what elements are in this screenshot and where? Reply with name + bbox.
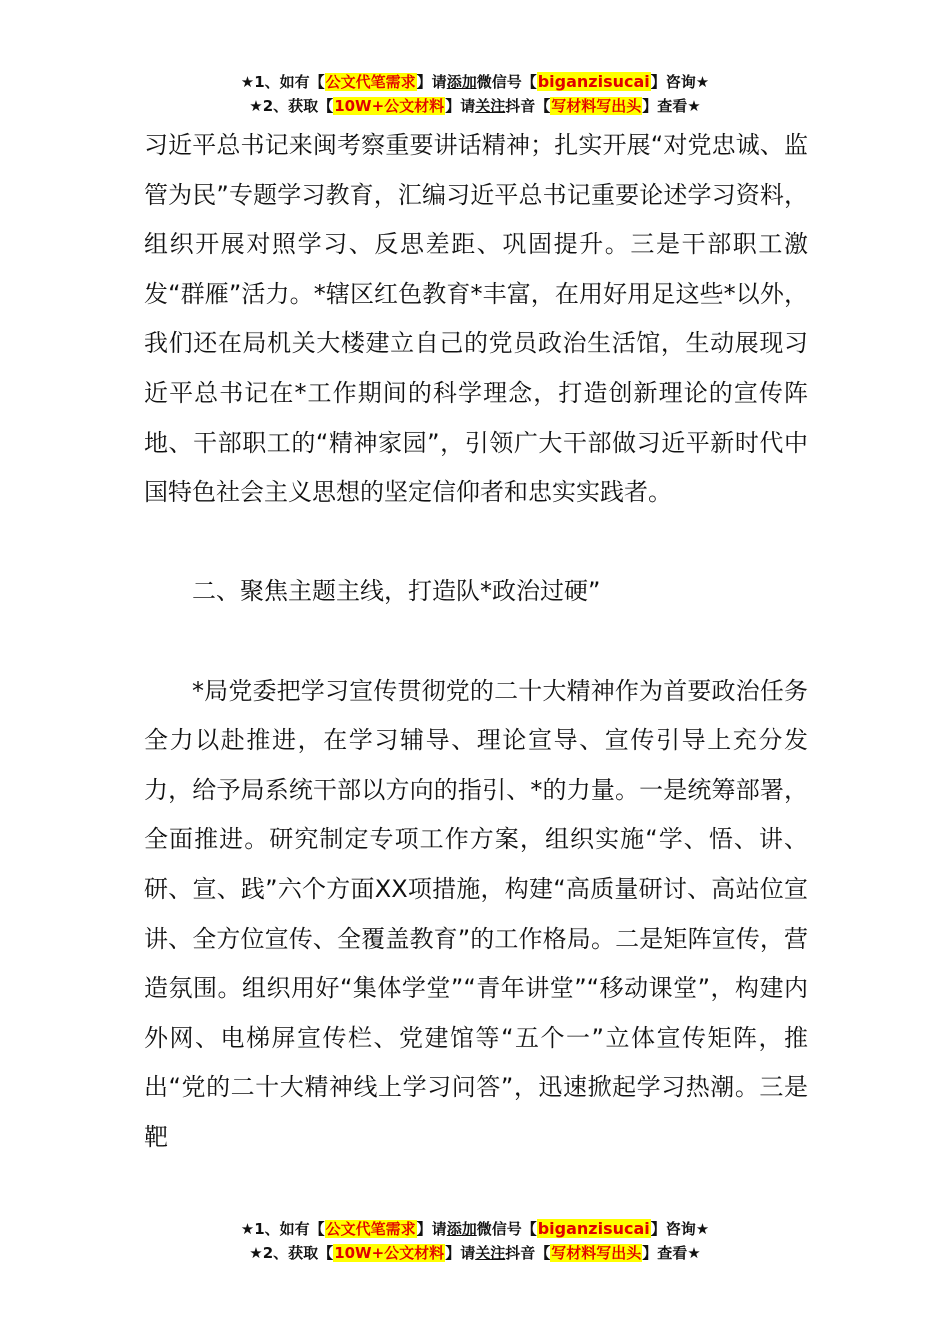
header-banner <box>0 70 950 118</box>
banner-text: 微信号【 <box>476 1220 537 1238</box>
banner-line-1 <box>0 70 950 94</box>
banner-highlight-materials: 10W+公文材料 <box>334 1244 445 1262</box>
banner-highlight-douyin: 写材料写出头 <box>551 1244 642 1262</box>
banner-text: ★2、获取【 <box>249 97 334 115</box>
banner-text: 】查看★ <box>642 1244 701 1262</box>
body-paragraph-2: *局党委把学习宣传贯彻党的二十大精神作为首要政治任务全力以赴推进，在学习辅导、理论宣导、宣传引导上充分发力，给予局系统干部以方向的指引、*的力量。一是统筹部署，全面推进。研究制定专项工作方案，组织实施“学、悟、讲、研、宣、践”六个方面XX项措施，构建“高质量研讨、高站位宣讲、全方位宣传、全覆盖教育”的工作格局。二是矩阵宣传，营造氛围。组织用好“集体学堂”“青年讲堂”“移动课堂”，构建内外网、电梯屏宣传栏、党建馆等“五个一”立体宣传矩阵，推出“党的二十大精神线上学习问答”，迅速掀起学习热潮。三是靶 <box>144 676 808 1151</box>
footer-banner <box>0 1217 950 1265</box>
paragraph-gap <box>144 518 808 568</box>
banner-highlight-materials: 10W+公文材料 <box>334 97 445 115</box>
banner-underline-follow: 关注 <box>475 97 506 115</box>
banner-highlight-douyin: 写材料写出头 <box>551 97 642 115</box>
banner-text: 】咨询★ <box>650 73 710 91</box>
banner-line-1 <box>0 1217 950 1241</box>
banner-text: 】咨询★ <box>650 1220 710 1238</box>
banner-underline-add: 添加 <box>446 73 477 91</box>
banner-text: 抖音【 <box>505 97 551 115</box>
banner-line-2 <box>0 94 950 118</box>
banner-text: ★2、获取【 <box>249 1244 334 1262</box>
banner-highlight-service: 公文代笔需求 <box>325 73 416 91</box>
banner-text: 】请 <box>445 97 476 115</box>
banner-text: 】查看★ <box>642 97 701 115</box>
banner-text: 】请 <box>416 73 447 91</box>
banner-text: ★1、如有【 <box>240 1220 325 1238</box>
banner-text: 抖音【 <box>505 1244 551 1262</box>
section-heading: 二、聚焦主题主线，打造队*政治过硬” <box>192 577 601 606</box>
paragraph-gap <box>144 617 808 667</box>
body-paragraph-1: 习近平总书记来闽考察重要讲话精神；扎实开展“对党忠诚、监管为民”专题学习教育，汇编习近平总书记重要论述学习资料，组织开展对照学习、反思差距、巩固提升。三是干部职工激发“群雁”活力。*辖区红色教育*丰富，在用好用足这些*以外，我们还在局机关大楼建立自己的党员政治生活馆，生动展现习近平总书记在*工作期间的科学理念，打造创新理论的宣传阵地、干部职工的“精神家园”，引领广大干部做习近平新时代中国特色社会主义思想的坚定信仰者和忠实实践者。 <box>144 131 808 507</box>
banner-text: 】请 <box>445 1244 476 1262</box>
document-body <box>144 121 808 1162</box>
banner-underline-add: 添加 <box>446 1220 477 1238</box>
banner-text: 】请 <box>416 1220 447 1238</box>
banner-text: ★1、如有【 <box>240 73 325 91</box>
banner-highlight-service: 公文代笔需求 <box>325 1220 416 1238</box>
banner-highlight-wechat-id: biganzisucai <box>537 72 650 91</box>
banner-underline-follow: 关注 <box>475 1244 506 1262</box>
banner-text: 微信号【 <box>476 73 537 91</box>
banner-highlight-wechat-id: biganzisucai <box>537 1219 650 1238</box>
banner-line-2 <box>0 1241 950 1265</box>
